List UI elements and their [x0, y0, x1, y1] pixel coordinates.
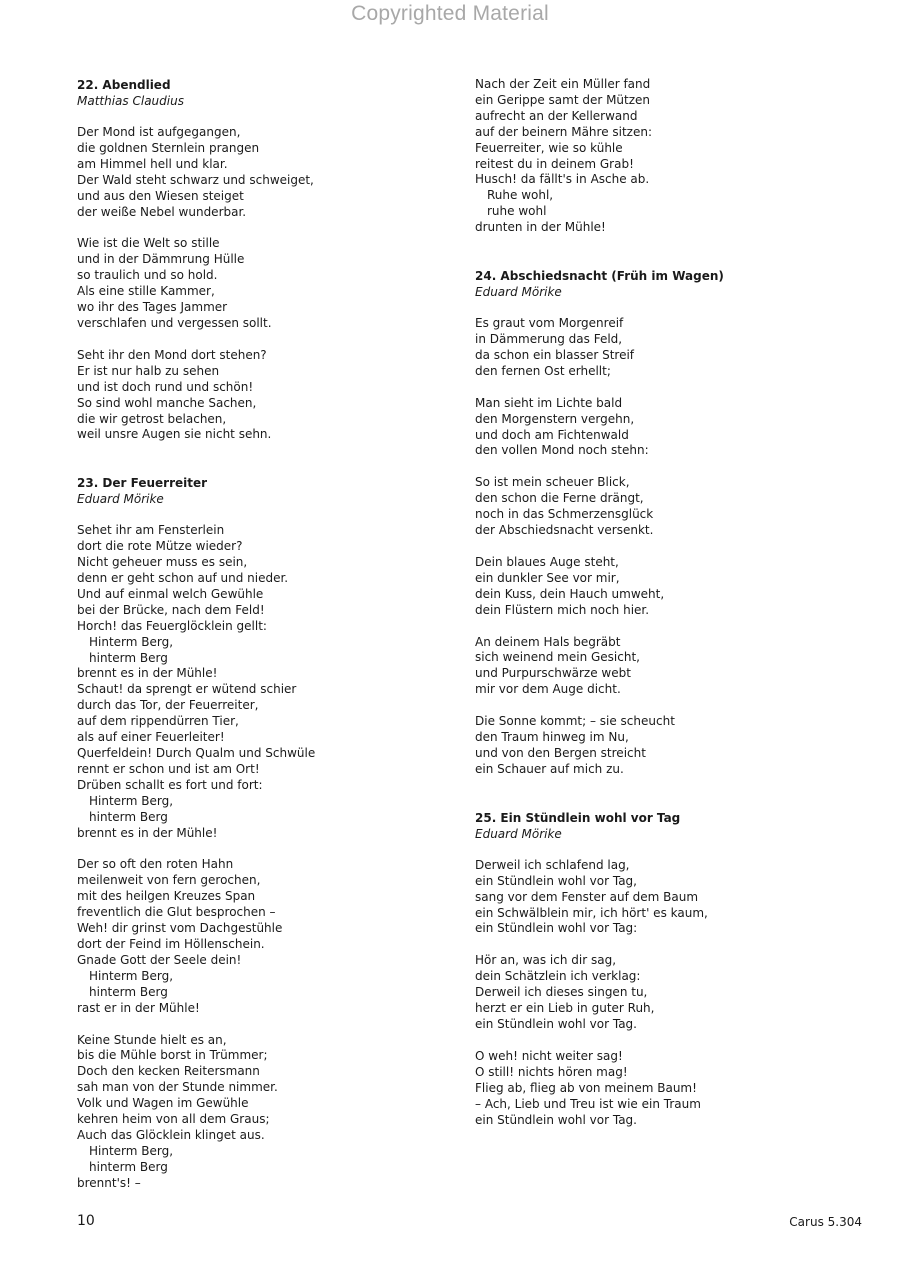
poem-line: brennt's! –	[77, 1175, 141, 1190]
poem-line: ein Stündlein wohl vor Tag,	[475, 873, 637, 888]
poem-line: hinterm Berg	[89, 984, 168, 999]
poem-line: kehren heim von all dem Graus;	[77, 1112, 270, 1127]
poem-line: auf dem rippendürren Tier,	[77, 714, 239, 729]
poem-line: Der Mond ist aufgegangen,	[77, 125, 241, 139]
stanza	[475, 77, 835, 236]
poem-title: 25. Ein Stündlein wohl vor Tag	[475, 810, 681, 825]
poem-line: hinterm Berg	[89, 1159, 168, 1174]
poem-line: der weiße Nebel wunderbar.	[77, 204, 247, 219]
poem-line: Husch! da fällt's in Asche ab.	[475, 172, 650, 187]
stanza	[77, 236, 427, 331]
poem-line: O weh! nicht weiter sag!	[475, 1048, 623, 1063]
stanza	[475, 635, 835, 699]
stanza	[77, 857, 427, 1016]
poem-line: Volk und Wagen im Gewühle	[77, 1096, 249, 1111]
poem-line: Er ist nur halb zu sehen	[77, 363, 220, 378]
poem-line: drunten in der Mühle!	[475, 220, 606, 235]
stanza	[77, 1033, 427, 1192]
poem-line: den Morgenstern vergehn,	[475, 411, 635, 426]
poem-line: und Purpurschwärze webt	[475, 666, 631, 681]
poem-line: brennt es in der Mühle!	[77, 666, 218, 681]
poem-line: Weh! dir grinst vom Dachgestühle	[77, 921, 283, 936]
poem-line: Drüben schallt es fort und fort:	[77, 777, 263, 792]
poem-line: da schon ein blasser Streif	[475, 347, 635, 362]
poem-line: und von den Bergen streicht	[475, 746, 646, 760]
poem-line: den schon die Ferne drängt,	[475, 491, 644, 506]
poem-line: O still! nichts hören mag!	[475, 1064, 628, 1079]
poem-line: mir vor dem Auge dicht.	[475, 682, 621, 697]
copyright-watermark: Copyrighted Material	[351, 2, 549, 25]
poem-line: dort die rote Mütze wieder?	[77, 539, 243, 554]
stanza	[475, 1049, 835, 1129]
poem-line: An deinem Hals begräbt	[475, 634, 621, 649]
poem-line: den Traum hinweg im Nu,	[475, 730, 629, 745]
poem-line: Als eine stille Kammer,	[77, 284, 215, 299]
poem-line: noch in das Schmerzensglück	[475, 507, 654, 522]
poem-line: und aus den Wiesen steiget	[77, 188, 244, 203]
poem-title: 22. Abendlied	[77, 78, 171, 92]
poem-line: Nicht geheuer muss es sein,	[77, 555, 248, 570]
poem-line: Wie ist die Welt so stille	[77, 236, 220, 251]
poem-author: Matthias Claudius	[77, 94, 184, 108]
poem-line: sah man von der Stunde nimmer.	[77, 1080, 278, 1095]
poem-line: wo ihr des Tages Jammer	[77, 300, 228, 315]
poem-line: ein Schwälblein mir, ich hört' es kaum,	[475, 905, 708, 920]
right-column	[475, 77, 835, 1160]
poem-line: Hör an, was ich dir sag,	[475, 953, 617, 968]
poem	[77, 77, 427, 443]
stanza	[77, 125, 427, 220]
left-column	[77, 77, 427, 1224]
poem-line: den vollen Mond noch stehn:	[475, 443, 649, 458]
stanza	[77, 523, 427, 841]
poem-line: rennt er schon und ist am Ort!	[77, 761, 260, 776]
poem-line: sang vor dem Fenster auf dem Baum	[475, 889, 699, 904]
poem-line: der Abschiedsnacht versenkt.	[475, 523, 654, 538]
poem-line: hinterm Berg	[89, 650, 168, 665]
poem-line: und ist doch rund und schön!	[77, 379, 254, 394]
poem	[475, 77, 835, 236]
poem-line: Und auf einmal welch Gewühle	[77, 586, 264, 601]
poem-line: herzt er ein Lieb in guter Ruh,	[475, 1001, 655, 1016]
poem-line: Keine Stunde hielt es an,	[77, 1032, 227, 1047]
poem-line: meilenweit von fern gerochen,	[77, 873, 261, 888]
poem-line: Der so oft den roten Hahn	[77, 857, 234, 872]
stanza	[77, 348, 427, 443]
poem-line: dein Schätzlein ich verklag:	[475, 969, 641, 984]
poem-line: Derweil ich dieses singen tu,	[475, 985, 648, 1000]
poem-line: Dein blaues Auge steht,	[475, 554, 619, 569]
page-number: 10	[77, 1213, 95, 1229]
poem-line: sich weinend mein Gesicht,	[475, 650, 640, 665]
poem-line: als auf einer Feuerleiter!	[77, 730, 225, 745]
poem-line: dort der Feind im Höllenschein.	[77, 936, 265, 951]
stanza	[475, 953, 835, 1033]
poem-line: am Himmel hell und klar.	[77, 156, 228, 171]
poem	[77, 475, 427, 1191]
poem-line: Schaut! da sprengt er wütend schier	[77, 682, 297, 697]
poem-line: Hinterm Berg,	[89, 634, 174, 649]
poem-line: denn er geht schon auf und nieder.	[77, 571, 289, 586]
poem-line: verschlafen und vergessen sollt.	[77, 315, 272, 330]
poem-line: So ist mein scheuer Blick,	[475, 475, 630, 490]
stanza	[475, 475, 835, 539]
poem-line: ruhe wohl	[487, 204, 547, 219]
poem-line: hinterm Berg	[89, 809, 168, 824]
poem-line: Flieg ab, flieg ab von meinem Baum!	[475, 1080, 697, 1095]
poem-line: in Dämmerung das Feld,	[475, 331, 623, 346]
stanza	[475, 316, 835, 380]
poem-line: ein dunkler See vor mir,	[475, 570, 620, 585]
poem-line: Ruhe wohl,	[487, 188, 554, 203]
poem	[475, 268, 835, 778]
poem-line: dein Kuss, dein Hauch umweht,	[475, 586, 665, 601]
poem-title: 23. Der Feuerreiter	[77, 476, 208, 491]
poem-line: Feuerreiter, wie so kühle	[475, 140, 623, 155]
poem-line: Sehet ihr am Fensterlein	[77, 523, 225, 538]
poem-line: ein Schauer auf mich zu.	[475, 761, 624, 776]
poem-line: den fernen Ost erhellt;	[475, 363, 611, 378]
poem-line: mit des heilgen Kreuzes Span	[77, 889, 256, 904]
poem-line: Man sieht im Lichte bald	[475, 395, 623, 410]
stanza	[475, 555, 835, 619]
poem-line: ein Stündlein wohl vor Tag.	[475, 1016, 637, 1031]
poem-line: durch das Tor, der Feuerreiter,	[77, 698, 259, 713]
poem-line: Derweil ich schlafend lag,	[475, 857, 630, 872]
stanza	[475, 396, 835, 460]
stanza	[475, 858, 835, 938]
poem-line: Querfeldein! Durch Qualm und Schwüle	[77, 746, 316, 760]
poem-line: Der Wald steht schwarz und schweiget,	[77, 172, 314, 187]
poem-line: freventlich die Glut besprochen –	[77, 905, 276, 920]
poem-line: auf der beinern Mähre sitzen:	[475, 124, 653, 139]
poem-line: So sind wohl manche Sachen,	[77, 395, 257, 410]
poem-line: und in der Dämmrung Hülle	[77, 252, 245, 267]
poem-line: Doch den kecken Reitersmann	[77, 1064, 260, 1079]
poem-line: Gnade Gott der Seele dein!	[77, 952, 242, 967]
poem-line: Seht ihr den Mond dort stehen?	[77, 347, 267, 362]
poem	[475, 810, 835, 1129]
poem-line: ein Gerippe samt der Mützen	[475, 92, 651, 107]
poem-line: aufrecht an der Kellerwand	[475, 108, 638, 123]
poem-title: 24. Abschiedsnacht (Früh im Wagen)	[475, 269, 724, 284]
poem-author: Eduard Mörike	[475, 826, 562, 841]
catalog-number: Carus 5.304	[789, 1215, 862, 1229]
poem-line: brennt es in der Mühle!	[77, 825, 218, 840]
poem-line: Es graut vom Morgenreif	[475, 316, 624, 331]
poem-line: Hinterm Berg,	[89, 793, 174, 808]
poem-line: Nach der Zeit ein Müller fand	[475, 77, 651, 91]
poem-line: bei der Brücke, nach dem Feld!	[77, 602, 265, 617]
poem-line: weil unsre Augen sie nicht sehn.	[77, 427, 272, 442]
poem-line: und doch am Fichtenwald	[475, 427, 629, 442]
poem-line: dein Flüstern mich noch hier.	[475, 602, 650, 617]
poem-line: Auch das Glöcklein klinget aus.	[77, 1127, 265, 1142]
poem-line: Hinterm Berg,	[89, 1143, 174, 1158]
poem-author: Eduard Mörike	[475, 285, 562, 300]
poem-line: so traulich und so hold.	[77, 268, 218, 283]
poem-author: Eduard Mörike	[77, 492, 164, 507]
poem-line: – Ach, Lieb und Treu ist wie ein Traum	[475, 1096, 701, 1111]
poem-line: reitest du in deinem Grab!	[475, 156, 634, 171]
poem-line: bis die Mühle borst in Trümmer;	[77, 1048, 268, 1063]
poem-line: Horch! das Feuerglöcklein gellt:	[77, 618, 267, 633]
poem-line: Die Sonne kommt; – sie scheucht	[475, 714, 675, 729]
poem-line: Hinterm Berg,	[89, 968, 174, 983]
poem-line: ein Stündlein wohl vor Tag:	[475, 921, 638, 936]
poem-line: rast er in der Mühle!	[77, 1000, 200, 1015]
stanza	[475, 714, 835, 778]
poem-line: die goldnen Sternlein prangen	[77, 140, 260, 155]
poem-line: die wir getrost belachen,	[77, 411, 227, 426]
poem-line: ein Stündlein wohl vor Tag.	[475, 1112, 637, 1127]
